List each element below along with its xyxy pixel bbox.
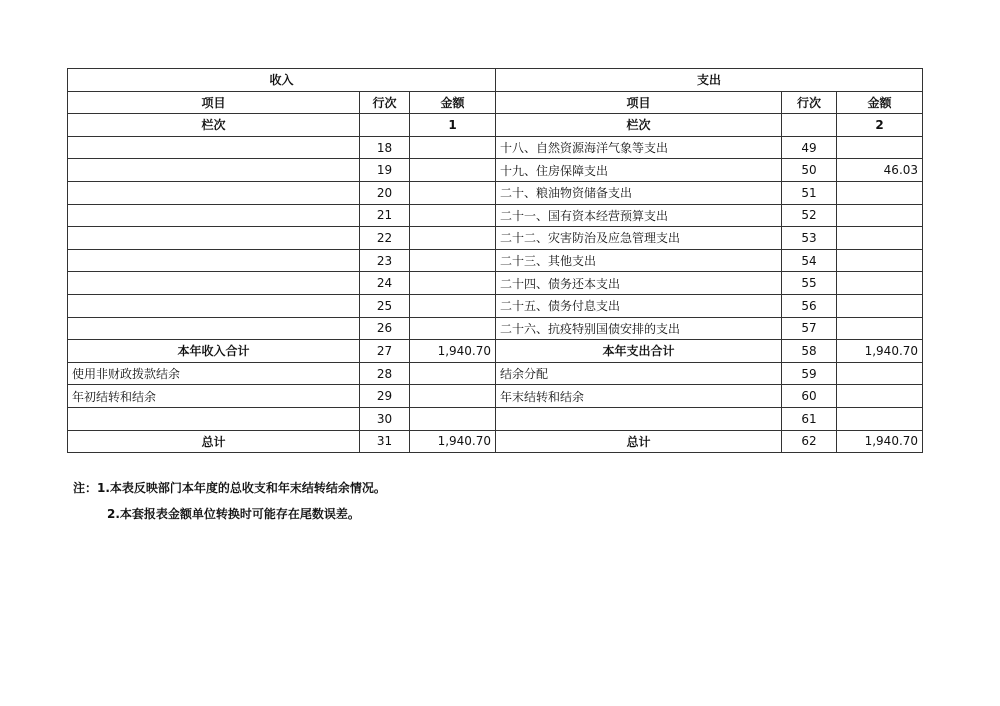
income-item-cell: 总计 <box>68 430 360 453</box>
expense-line-cell: 53 <box>782 227 837 250</box>
income-item-header: 项目 <box>68 91 360 114</box>
header-row-columns <box>68 91 923 114</box>
expense-line-cell: 60 <box>782 385 837 408</box>
expense-item-cell: 十八、自然资源海洋气象等支出 <box>496 136 782 159</box>
note-1: 注：1.本表反映部门本年度的总收支和年末结转结余情况。 <box>73 481 386 495</box>
expense-amount-cell: 46.03 <box>837 159 923 182</box>
expense-amount-cell <box>837 317 923 340</box>
income-amount-cell <box>410 317 496 340</box>
income-line-cell: 30 <box>360 407 410 430</box>
expense-line-cell: 54 <box>782 249 837 272</box>
income-line-cell: 31 <box>360 430 410 453</box>
income-amount-cell: 1,940.70 <box>410 430 496 453</box>
income-amount-cell <box>410 294 496 317</box>
expense-amount-cell <box>837 385 923 408</box>
expense-line-cell: 56 <box>782 294 837 317</box>
income-amount-cell <box>410 136 496 159</box>
income-line-cell: 20 <box>360 181 410 204</box>
income-item-cell <box>68 317 360 340</box>
expense-section-header: 支出 <box>496 69 923 92</box>
table-row <box>68 181 923 204</box>
table-row <box>68 159 923 182</box>
expense-amount-cell: 1,940.70 <box>837 340 923 363</box>
income-line-cell: 23 <box>360 249 410 272</box>
income-amount-cell <box>410 385 496 408</box>
expense-line-cell: 57 <box>782 317 837 340</box>
expense-amount-cell <box>837 227 923 250</box>
expense-index-line <box>782 114 837 137</box>
expense-amount-cell <box>837 181 923 204</box>
table-row <box>68 249 923 272</box>
income-item-cell <box>68 407 360 430</box>
expense-amount-cell <box>837 249 923 272</box>
table-row <box>68 204 923 227</box>
expense-index-label: 栏次 <box>496 114 782 137</box>
income-line-cell: 29 <box>360 385 410 408</box>
income-item-cell <box>68 249 360 272</box>
expense-item-cell: 结余分配 <box>496 362 782 385</box>
income-expense-table <box>67 68 923 453</box>
expense-index-amount: 2 <box>837 114 923 137</box>
expense-amount-cell <box>837 204 923 227</box>
table-row <box>68 317 923 340</box>
income-section-header: 收入 <box>68 69 496 92</box>
income-amount-cell: 1,940.70 <box>410 340 496 363</box>
income-item-cell: 年初结转和结余 <box>68 385 360 408</box>
expense-line-cell: 49 <box>782 136 837 159</box>
table-row <box>68 136 923 159</box>
income-item-cell <box>68 159 360 182</box>
table-row <box>68 272 923 295</box>
income-line-cell: 26 <box>360 317 410 340</box>
expense-line-cell: 50 <box>782 159 837 182</box>
expense-item-cell: 十九、住房保障支出 <box>496 159 782 182</box>
expense-item-cell: 二十五、债务付息支出 <box>496 294 782 317</box>
expense-item-cell: 本年支出合计 <box>496 340 782 363</box>
income-amount-cell <box>410 362 496 385</box>
income-line-cell: 22 <box>360 227 410 250</box>
expense-item-cell <box>496 407 782 430</box>
income-line-cell: 18 <box>360 136 410 159</box>
income-line-cell: 24 <box>360 272 410 295</box>
table-row <box>68 294 923 317</box>
income-index-label: 栏次 <box>68 114 360 137</box>
expense-amount-cell <box>837 294 923 317</box>
income-line-cell: 19 <box>360 159 410 182</box>
income-item-cell <box>68 181 360 204</box>
expense-line-cell: 55 <box>782 272 837 295</box>
income-item-cell <box>68 136 360 159</box>
income-item-cell <box>68 272 360 295</box>
income-amount-cell <box>410 227 496 250</box>
table-row <box>68 430 923 453</box>
expense-amount-cell <box>837 136 923 159</box>
expense-line-cell: 59 <box>782 362 837 385</box>
expense-line-cell: 62 <box>782 430 837 453</box>
expense-item-cell: 二十、粮油物资储备支出 <box>496 181 782 204</box>
income-item-cell <box>68 294 360 317</box>
income-amount-cell <box>410 407 496 430</box>
expense-amount-cell <box>837 272 923 295</box>
table-row <box>68 407 923 430</box>
income-item-cell: 使用非财政拨款结余 <box>68 362 360 385</box>
table-row <box>68 340 923 363</box>
expense-item-cell: 二十二、灾害防治及应急管理支出 <box>496 227 782 250</box>
income-amount-cell <box>410 204 496 227</box>
income-index-amount: 1 <box>410 114 496 137</box>
expense-line-cell: 52 <box>782 204 837 227</box>
table-row <box>68 385 923 408</box>
expense-line-cell: 58 <box>782 340 837 363</box>
expense-amount-header: 金额 <box>837 91 923 114</box>
income-amount-cell <box>410 272 496 295</box>
table-row <box>68 227 923 250</box>
income-amount-cell <box>410 181 496 204</box>
income-index-line <box>360 114 410 137</box>
expense-item-header: 项目 <box>496 91 782 114</box>
income-amount-header: 金额 <box>410 91 496 114</box>
income-item-cell <box>68 227 360 250</box>
expense-item-cell: 二十六、抗疫特别国债安排的支出 <box>496 317 782 340</box>
expense-line-header: 行次 <box>782 91 837 114</box>
income-item-cell: 本年收入合计 <box>68 340 360 363</box>
expense-item-cell: 二十一、国有资本经营预算支出 <box>496 204 782 227</box>
income-amount-cell <box>410 249 496 272</box>
income-amount-cell <box>410 159 496 182</box>
column-index-row <box>68 114 923 137</box>
table-row <box>68 362 923 385</box>
expense-amount-cell: 1,940.70 <box>837 430 923 453</box>
expense-item-cell: 年末结转和结余 <box>496 385 782 408</box>
expense-item-cell: 二十三、其他支出 <box>496 249 782 272</box>
income-line-header: 行次 <box>360 91 410 114</box>
expense-amount-cell <box>837 407 923 430</box>
notes <box>73 480 386 532</box>
income-item-cell <box>68 204 360 227</box>
income-line-cell: 27 <box>360 340 410 363</box>
income-line-cell: 21 <box>360 204 410 227</box>
note-2: 2.本套报表金额单位转换时可能存在尾数误差。 <box>107 507 360 521</box>
expense-amount-cell <box>837 362 923 385</box>
income-line-cell: 25 <box>360 294 410 317</box>
header-row-sections <box>68 69 923 92</box>
expense-item-cell: 总计 <box>496 430 782 453</box>
income-line-cell: 28 <box>360 362 410 385</box>
expense-item-cell: 二十四、债务还本支出 <box>496 272 782 295</box>
expense-line-cell: 51 <box>782 181 837 204</box>
expense-line-cell: 61 <box>782 407 837 430</box>
